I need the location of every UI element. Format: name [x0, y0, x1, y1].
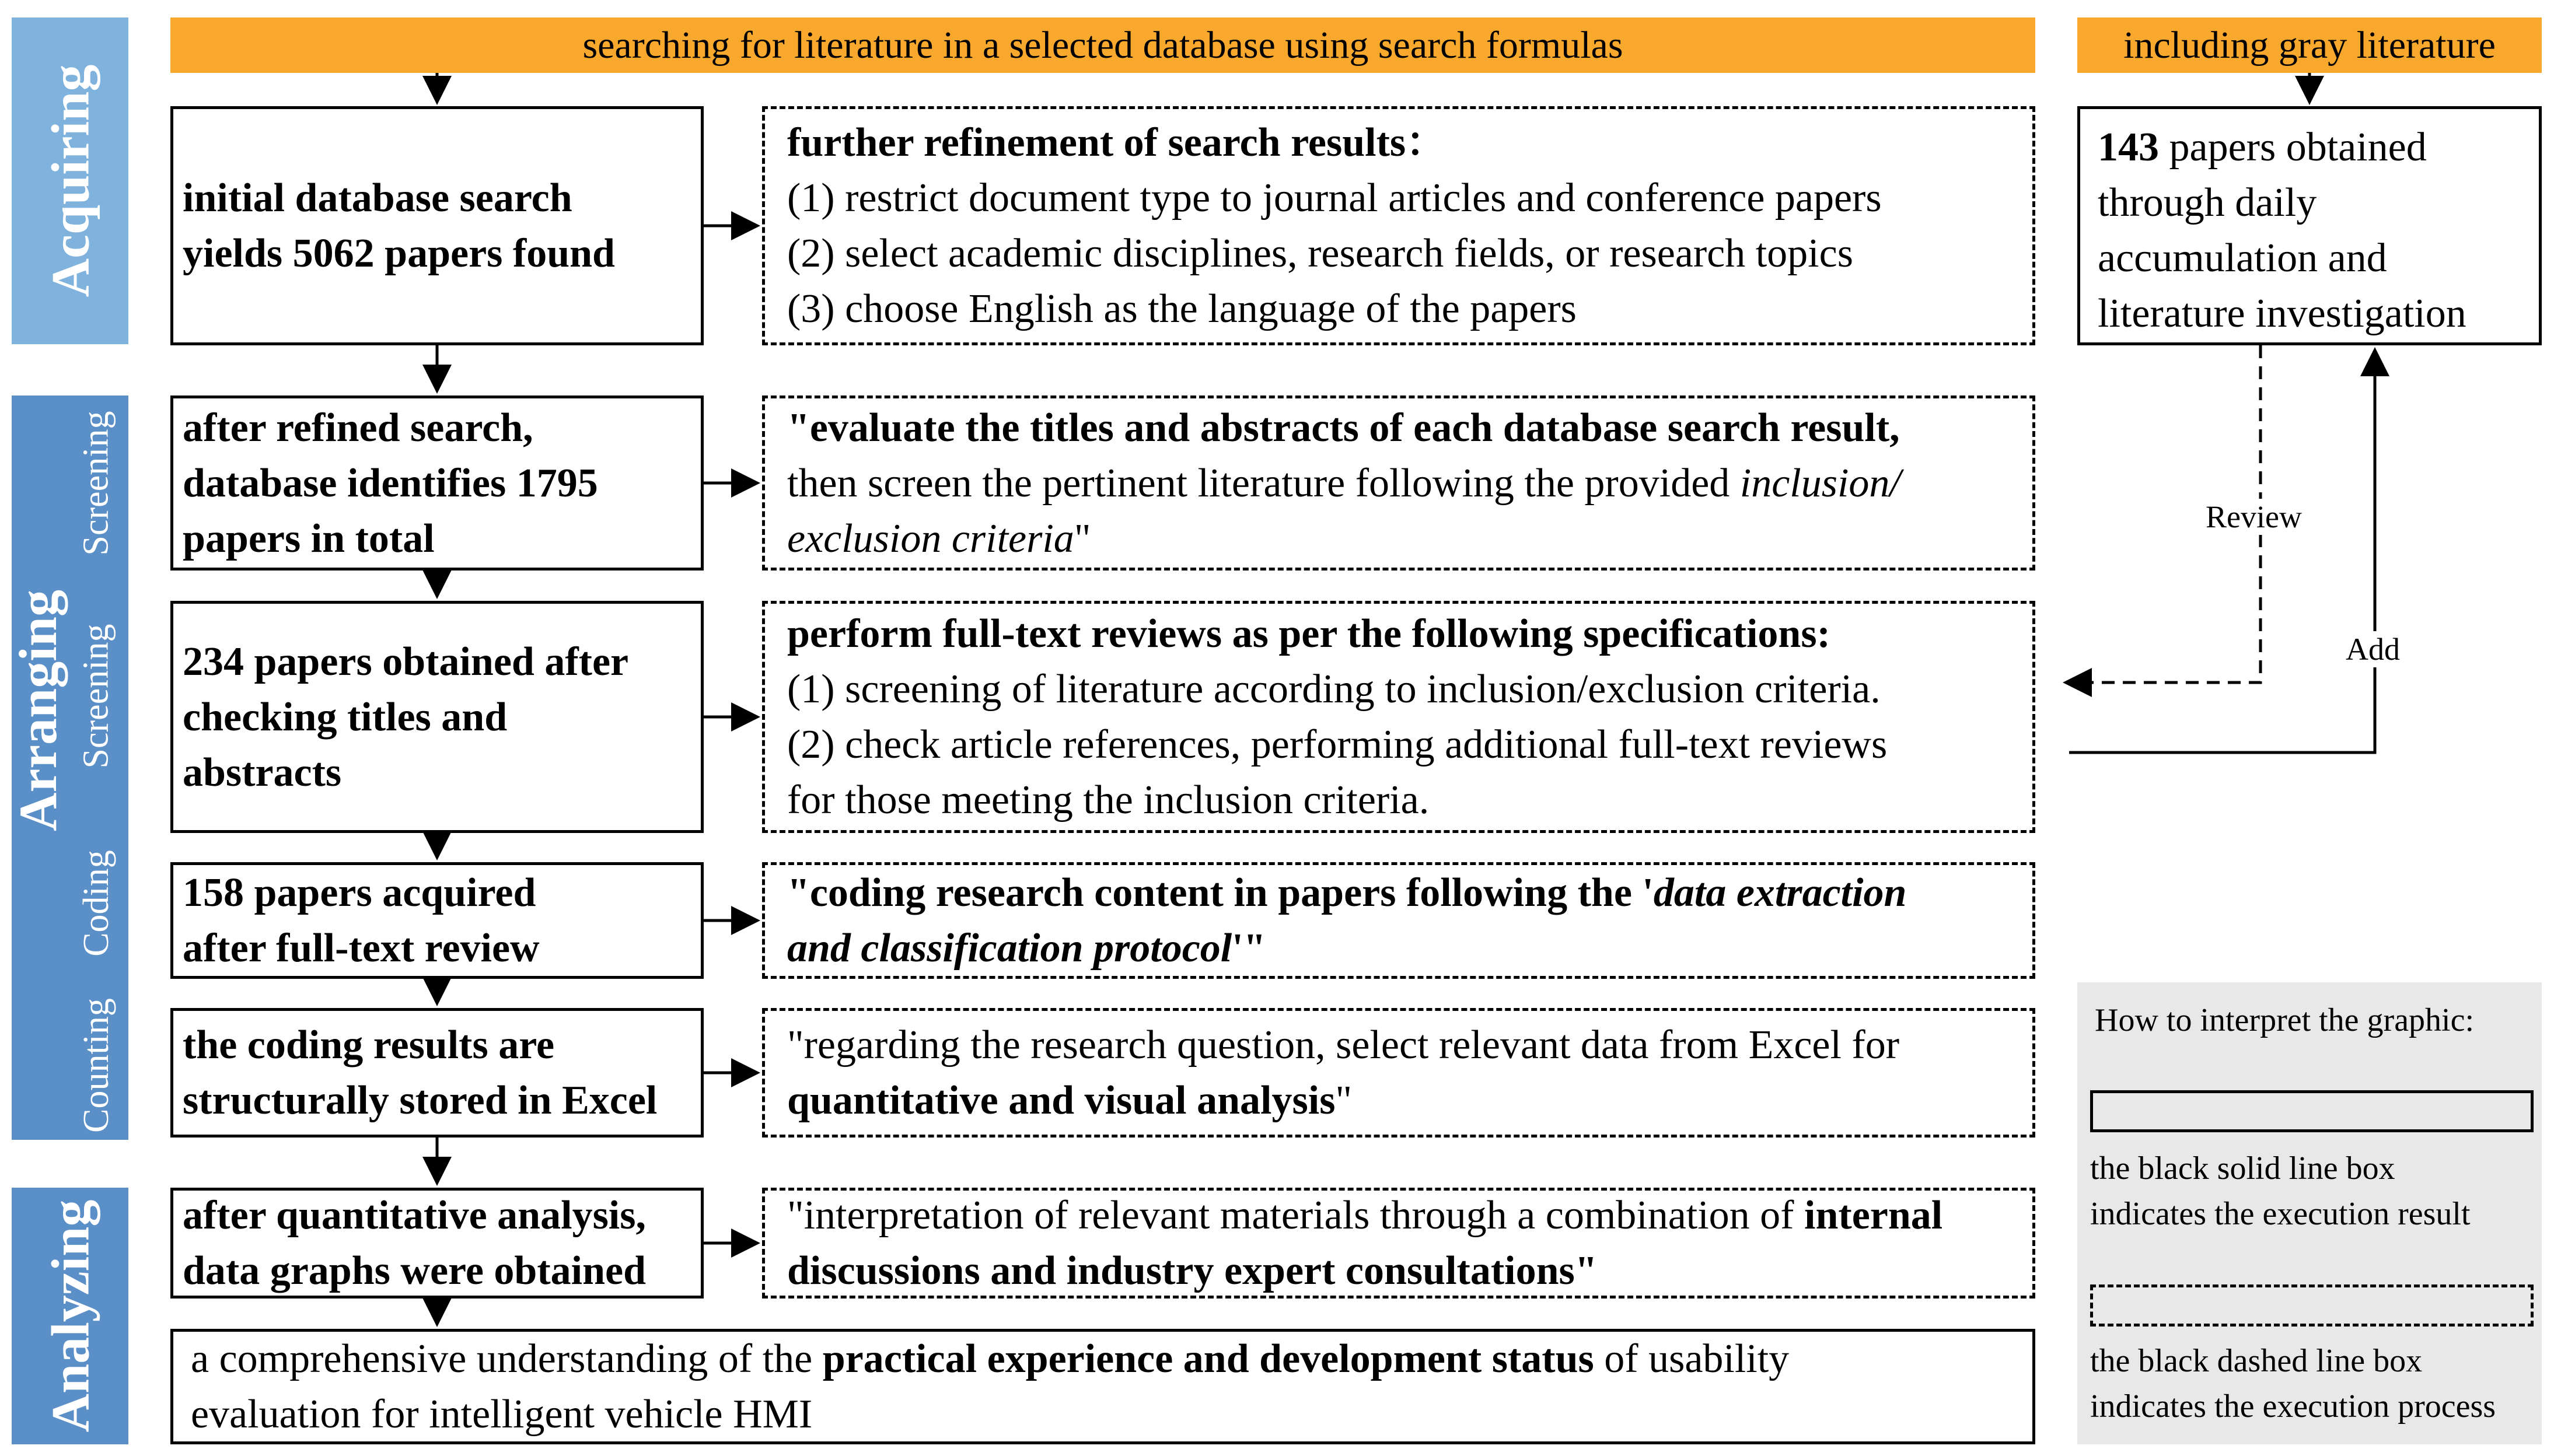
phase-acquiring-label: Acquiring — [40, 64, 100, 298]
gray-text: literature investigation — [2098, 291, 2466, 336]
result-box-refined-search — [170, 396, 704, 570]
process-italic-text: and classification protocol — [787, 926, 1232, 971]
process-text: "coding research content in papers following the ' — [787, 870, 1654, 915]
phase-arranging — [8, 396, 128, 1140]
legend-text: indicates the execution process — [2090, 1388, 2496, 1424]
result-box-initial-search — [170, 106, 704, 345]
result-text: abstracts — [183, 750, 342, 795]
result-text: the coding results are — [183, 1023, 555, 1068]
legend-solid-swatch — [2090, 1090, 2534, 1132]
process-text: "regarding the research question, select relevant data from Excel for — [787, 1023, 1900, 1068]
process-box-title-abstract-eval — [762, 396, 2035, 570]
gray-literature-text: including gray literature — [2123, 23, 2496, 66]
result-text: 158 papers acquired — [183, 870, 536, 915]
add-label: Add — [2342, 631, 2403, 667]
phase-analyzing-label: Analyzing — [40, 1199, 100, 1433]
result-text: papers in total — [183, 516, 435, 561]
process-text: "interpretation of relevant materials through a combination of — [787, 1193, 1804, 1238]
result-text: initial database search — [183, 176, 572, 220]
legend-text: the black dashed line box — [2090, 1343, 2423, 1379]
legend-dashed-swatch — [2090, 1284, 2534, 1326]
process-box-interpretation — [762, 1188, 2035, 1298]
process-italic-text: inclusion/ — [1739, 460, 1901, 506]
process-bold-text: discussions and industry expert consultations" — [787, 1248, 1598, 1293]
final-bold-text: practical experience and development status — [822, 1336, 1594, 1381]
subphase-screening-2: Screening — [76, 624, 116, 768]
process-text: then screen the pertinent literature following the provided — [787, 460, 1740, 506]
gray-literature-box — [2077, 106, 2542, 345]
result-text: yields 5062 papers found — [183, 231, 615, 276]
process-line — [787, 865, 2024, 921]
legend-solid-text — [2090, 1146, 2471, 1237]
process-item: (1) screening of literature according to inclusion/exclusion criteria. — [787, 667, 1881, 712]
process-text: " — [1335, 1078, 1353, 1123]
result-text: after refined search, — [183, 405, 533, 450]
process-bold-text: internal — [1804, 1193, 1943, 1238]
process-item: (1) restrict document type to journal articles and conference papers — [787, 176, 1882, 220]
legend-text: the black solid line box — [2090, 1150, 2395, 1186]
legend-text: indicates the execution result — [2090, 1196, 2471, 1232]
gray-literature-banner — [2077, 18, 2542, 73]
process-italic-text: data extraction — [1653, 870, 1907, 915]
process-item: for those meeting the inclusion criteria. — [787, 778, 1430, 822]
result-text: database identifies 1795 — [183, 460, 598, 506]
gray-line-1 — [2098, 120, 2539, 175]
process-title: perform full-text reviews as per the following specifications: — [787, 611, 1830, 656]
process-line — [787, 1073, 2024, 1128]
process-line — [787, 1188, 2024, 1243]
result-text: after quantitative analysis, — [183, 1193, 646, 1238]
gray-count: 143 — [2098, 125, 2159, 170]
process-bold-text: quantitative and visual analysis — [787, 1078, 1336, 1123]
review-label: Review — [2202, 499, 2305, 535]
final-text: a comprehensive understanding of the — [191, 1336, 823, 1381]
process-box-refinement — [762, 106, 2035, 345]
phase-arranging-label: Arranging — [8, 590, 68, 831]
process-box-quantitative — [762, 1008, 2035, 1138]
result-text: 234 papers obtained after — [183, 639, 629, 684]
result-box-data-graphs — [170, 1188, 704, 1298]
subphase-coding: Coding — [76, 849, 116, 957]
gray-text: accumulation and — [2098, 236, 2387, 281]
process-title: "evaluate the titles and abstracts of each database search result, — [787, 405, 1900, 450]
process-line — [787, 456, 2024, 511]
subphase-screening-1: Screening — [76, 411, 116, 555]
process-line — [787, 921, 2024, 976]
result-text: data graphs were obtained — [183, 1248, 647, 1293]
process-italic-text: exclusion criteria — [787, 516, 1074, 561]
process-text: " — [1074, 516, 1091, 561]
legend-dashed-text — [2090, 1338, 2496, 1429]
result-box-coding-excel — [170, 1008, 704, 1138]
gray-text: papers obtained — [2159, 125, 2427, 170]
process-box-coding — [762, 862, 2035, 979]
final-text: of usability — [1594, 1336, 1790, 1381]
legend-title: How to interpret the graphic: — [2095, 1002, 2475, 1038]
subphase-counting: Counting — [76, 998, 116, 1133]
result-text: after full-text review — [183, 926, 540, 971]
gray-text: through daily — [2098, 180, 2317, 225]
process-title: further refinement of search results： — [787, 120, 1447, 165]
process-line — [787, 511, 2024, 566]
search-formula-text: searching for literature in a selected database using search formulas — [582, 23, 1623, 66]
arrow-add-path — [2069, 350, 2375, 752]
result-text: structurally stored in Excel — [183, 1078, 658, 1123]
process-item: (2) select academic disciplines, research fields, or research topics — [787, 231, 1853, 276]
phase-acquiring — [12, 18, 128, 344]
legend-panel — [2077, 982, 2542, 1444]
process-item: (3) choose English as the language of the papers — [787, 286, 1577, 331]
phase-analyzing — [12, 1188, 128, 1444]
final-line-2: evaluation for intelligent vehicle HMI — [191, 1392, 813, 1437]
result-box-full-text — [170, 862, 704, 979]
search-formula-banner — [170, 18, 2035, 73]
process-item: (2) check article references, performing additional full-text reviews — [787, 722, 1888, 767]
result-text: checking titles and — [183, 694, 508, 740]
final-line-1 — [191, 1331, 2032, 1387]
result-box-title-abstract — [170, 601, 704, 833]
process-text: '" — [1232, 926, 1266, 971]
process-box-full-text-review — [762, 601, 2035, 833]
result-box-final-understanding — [170, 1329, 2035, 1444]
